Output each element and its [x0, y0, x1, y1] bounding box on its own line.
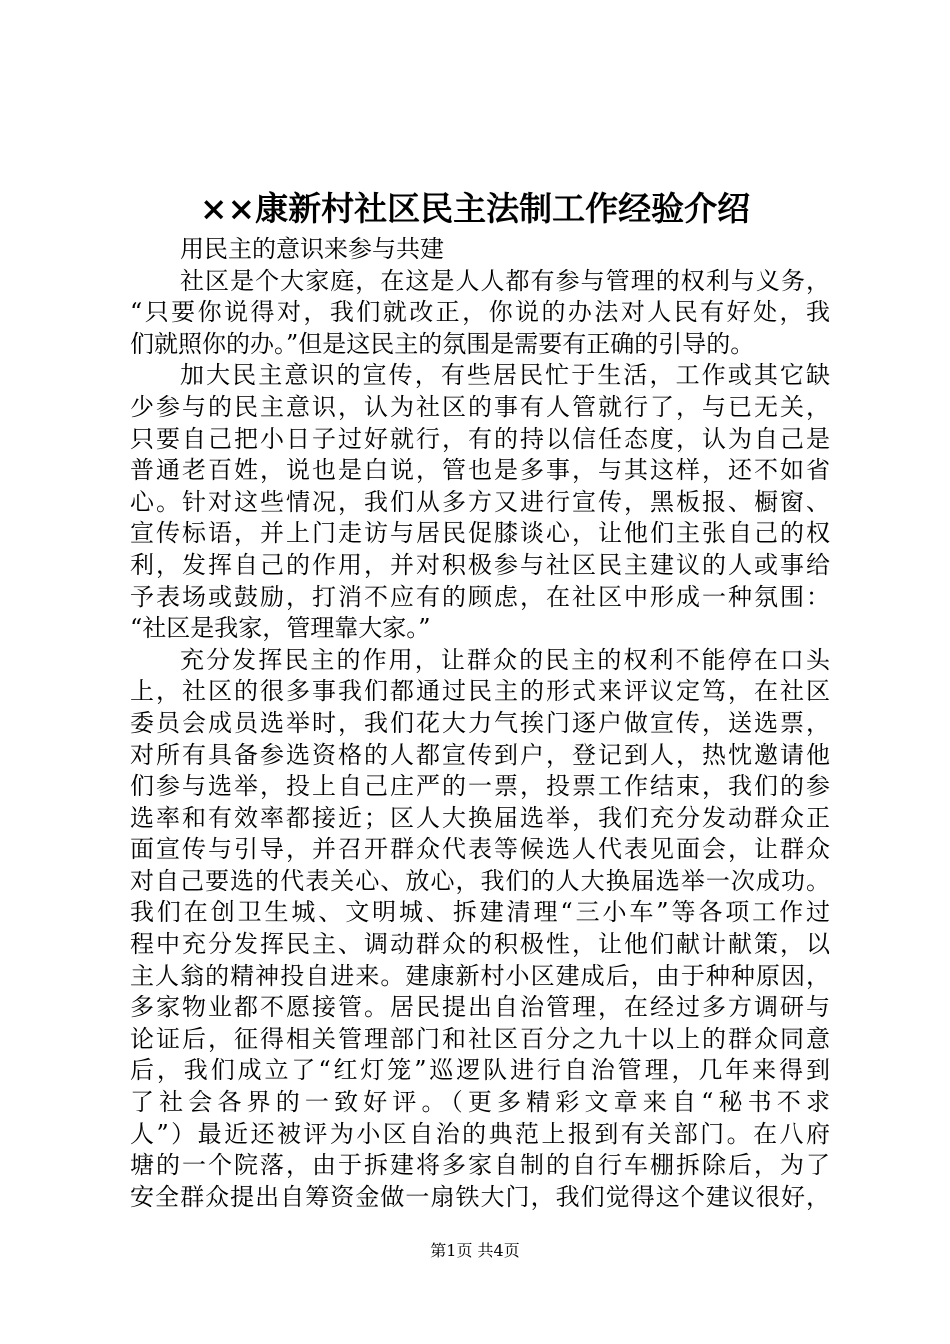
text-line: 心。针对这些情况，我们从多方又进行宣传，黑板报、橱窗、	[130, 487, 830, 516]
text-line: 了社会各界的一致好评。（更多精彩文章来自“秘书不求	[130, 1088, 830, 1117]
text-line: 少参与的民主意识，认为社区的事有人管就行了，与已无关，	[130, 392, 830, 421]
text-line: 多家物业都不愿接管。居民提出自治管理，在经过多方调研与	[130, 993, 830, 1022]
text-line: 予表场或鼓励，打消不应有的顾虑，在社区中形成一种氛围：	[130, 582, 830, 611]
text-line: “只要你说得对，我们就改正，你说的办法对人民有好处，我	[130, 298, 830, 327]
text-line: 塘的一个院落，由于拆建将多家自制的自行车棚拆除后，为了	[130, 1151, 830, 1180]
text-line: 充分发挥民主的作用，让群众的民主的权利不能停在口头	[180, 645, 830, 674]
text-line: 社区是个大家庭，在这是人人都有参与管理的权利与义务，	[180, 266, 830, 295]
document-title: ××康新村社区民主法制工作经验介绍	[199, 189, 751, 228]
text-line: 用民主的意识来参与共建	[180, 235, 444, 263]
page-footer: 第1页 共4页	[430, 1241, 520, 1260]
text-line: 选率和有效率都接近；区人大换届选举，我们充分发动群众正	[130, 803, 830, 832]
text-line: “社区是我家，管理靠大家。”	[130, 614, 431, 643]
text-line: 们就照你的办。”但是这民主的氛围是需要有正确的引导的。	[130, 329, 755, 358]
text-line: 上，社区的很多事我们都通过民主的形式来评议定笃，在社区	[130, 677, 830, 706]
text-line: 宣传标语，并上门走访与居民促膝谈心，让他们主张自己的权	[130, 519, 830, 548]
text-line: 对自己要选的代表关心、放心，我们的人大换届选举一次成功。	[130, 866, 830, 895]
text-line: 委员会成员选举时，我们花大力气挨门逐户做宣传，送选票，	[130, 708, 830, 737]
text-line: 普通老百姓，说也是白说，管也是多事，与其这样，还不如省	[130, 456, 830, 485]
text-line: 程中充分发挥民主、调动群众的积极性，让他们献计献策，以	[130, 930, 830, 959]
text-line: 后，我们成立了“红灯笼”巡逻队进行自治管理，几年来得到	[130, 1056, 830, 1085]
text-line: 安全群众提出自筹资金做一扇铁大门，我们觉得这个建议很好，	[130, 1182, 830, 1211]
text-line: 加大民主意识的宣传，有些居民忙于生活，工作或其它缺	[180, 361, 830, 390]
document-body	[130, 234, 830, 1213]
text-line: 主人翁的精神投自进来。建康新村小区建成后，由于种种原因，	[130, 961, 830, 990]
text-line: 面宣传与引导，并召开群众代表等候选人代表见面会，让群众	[130, 835, 830, 864]
text-line: 我们在创卫生城、文明城、拆建清理“三小车”等各项工作过	[130, 898, 830, 927]
text-line: 只要自己把小日子过好就行，有的持以信任态度，认为自己是	[130, 424, 830, 453]
text-line: 对所有具备参选资格的人都宣传到户，登记到人，热忱邀请他	[130, 740, 830, 769]
text-line: 利，发挥自己的作用，并对积极参与社区民主建议的人或事给	[130, 550, 830, 579]
text-line: 人”）最近还被评为小区自治的典范上报到有关部门。在八府	[130, 1119, 830, 1148]
text-line: 们参与选举，投上自己庄严的一票，投票工作结束，我们的参	[130, 772, 830, 801]
text-line: 论证后，征得相关管理部门和社区百分之九十以上的群众同意	[130, 1024, 830, 1053]
